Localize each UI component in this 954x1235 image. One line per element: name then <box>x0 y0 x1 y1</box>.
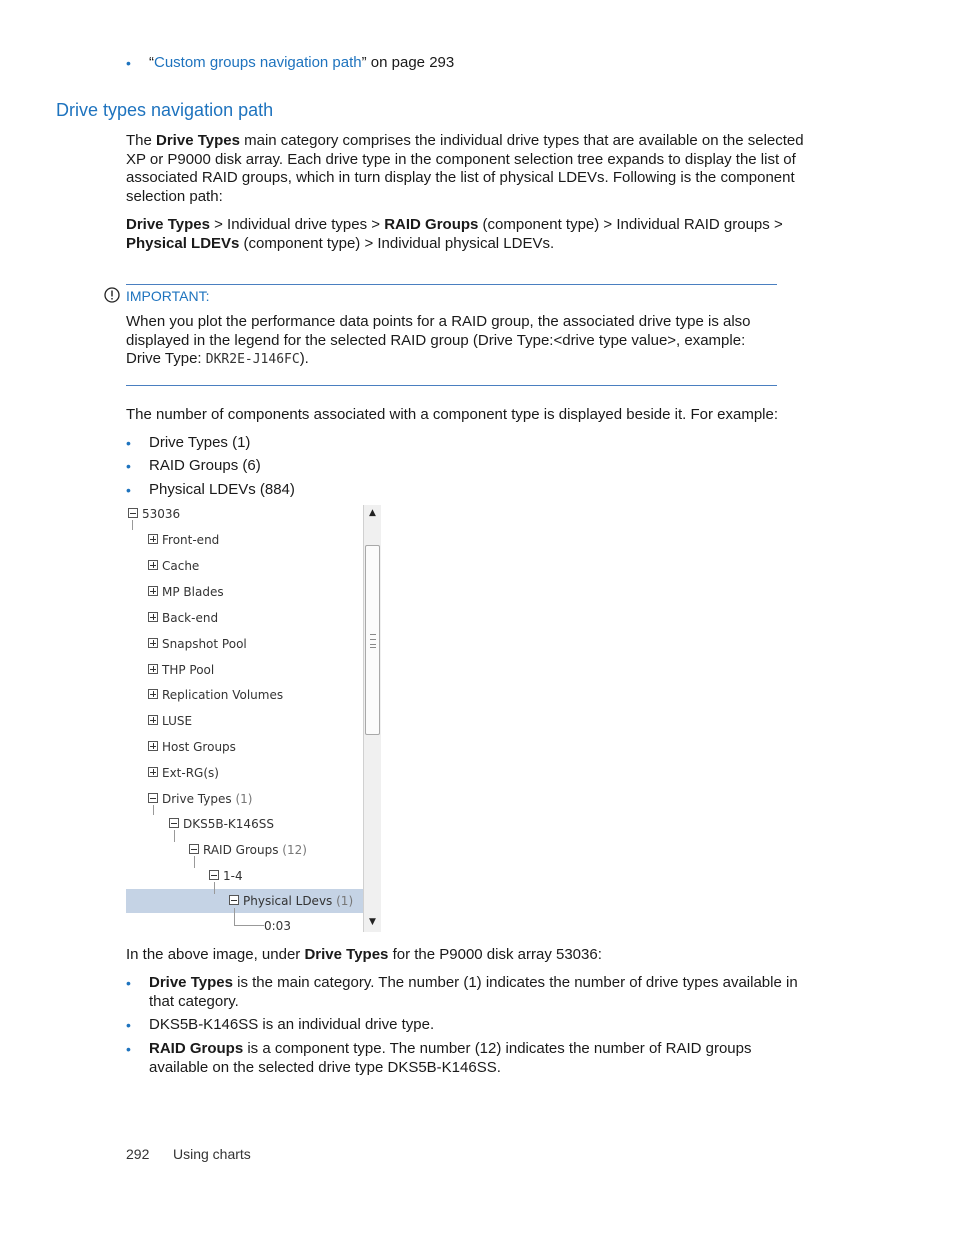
explain-item: RAID Groups is a component type. The number (12) indicates the number of RAID groups available on the selected drive type DKS5B-K146SS. <box>149 1040 752 1076</box>
bullet-marker: • <box>126 1041 131 1057</box>
exclamation-circle-icon <box>104 287 120 303</box>
example-item: RAID Groups (6) <box>149 457 261 474</box>
collapse-icon[interactable] <box>229 895 239 905</box>
scroll-down-icon[interactable]: ▼ <box>369 917 376 927</box>
bullet-marker: • <box>126 435 131 451</box>
expand-icon[interactable] <box>148 534 158 544</box>
important-top-rule <box>126 284 777 285</box>
example-item: Drive Types (1) <box>149 434 251 451</box>
section-heading: Drive types navigation path <box>56 100 274 120</box>
intro-paragraph: The Drive Types main category comprises the individual drive types that are available on the selected XP or P9000 disk array. Each drive type in the component selection tree expands to display the list of associated RAID groups, which in turn display the list of physical LDEVs. Following is the component selection path: <box>126 132 804 205</box>
collapse-icon[interactable] <box>148 793 158 803</box>
component-tree: 53036 Front-end Cache MP Blades Back-end Snapshot Pool THP Pool Replication Volumes LUSE Host Groups Ext-RG(s) Drive Types (1) DKS5B-K146SS RAID Groups (12) 1-4 Physical LDevs (1) 0:03 ▲ ▼ <box>126 505 381 932</box>
bullet-marker: • <box>126 482 131 498</box>
expand-icon[interactable] <box>148 689 158 699</box>
page-number: 292 <box>126 1146 150 1162</box>
expand-icon[interactable] <box>148 715 158 725</box>
important-label: IMPORTANT: <box>126 288 210 304</box>
expand-icon[interactable] <box>148 638 158 648</box>
custom-groups-link[interactable]: Custom groups navigation path <box>154 54 362 71</box>
expand-icon[interactable] <box>148 586 158 596</box>
collapse-icon[interactable] <box>209 870 219 880</box>
bullet-marker: • <box>126 458 131 474</box>
components-paragraph: The number of components associated with a component type is displayed beside it. For example: <box>126 406 779 423</box>
bullet-marker: • <box>126 55 131 71</box>
related-link-item: “Custom groups navigation path” on page 293 <box>149 54 455 71</box>
expand-icon[interactable] <box>148 664 158 674</box>
explain-item: DKS5B-K146SS is an individual drive type. <box>149 1016 435 1033</box>
expand-icon[interactable] <box>148 612 158 622</box>
tree-scrollbar[interactable] <box>363 505 381 932</box>
scrollbar-thumb[interactable] <box>365 545 380 735</box>
explain-item: Drive Types is the main category. The number (1) indicates the number of drive types available in that category. <box>149 974 798 1010</box>
important-text: When you plot the performance data points for a RAID group, the associated drive type is also displayed in the legend for the selected RAID group (Drive Type:<drive type value>, example: Drive Type: DKR2E-J146FC). <box>126 313 751 367</box>
collapse-icon[interactable] <box>128 508 138 518</box>
expand-icon[interactable] <box>148 767 158 777</box>
example-item: Physical LDEVs (884) <box>149 481 295 498</box>
footer-section-title: Using charts <box>173 1146 251 1162</box>
collapse-icon[interactable] <box>169 818 179 828</box>
bullet-marker: • <box>126 1017 131 1033</box>
tree-item-ldev[interactable]: 0:03 <box>264 919 291 932</box>
collapse-icon[interactable] <box>189 844 199 854</box>
expand-icon[interactable] <box>148 741 158 751</box>
important-bottom-rule <box>126 385 777 386</box>
bullet-marker: • <box>126 975 131 991</box>
selection-path: Drive Types > Individual drive types > RAID Groups (component type) > Individual RAID groups > Physical LDEVs (component type) > Individual physical LDEVs. <box>126 216 783 252</box>
grip-icon <box>370 634 376 648</box>
expand-icon[interactable] <box>148 560 158 570</box>
after-image-paragraph: In the above image, under Drive Types for the P9000 disk array 53036: <box>126 946 602 963</box>
scroll-up-icon[interactable]: ▲ <box>369 508 376 518</box>
